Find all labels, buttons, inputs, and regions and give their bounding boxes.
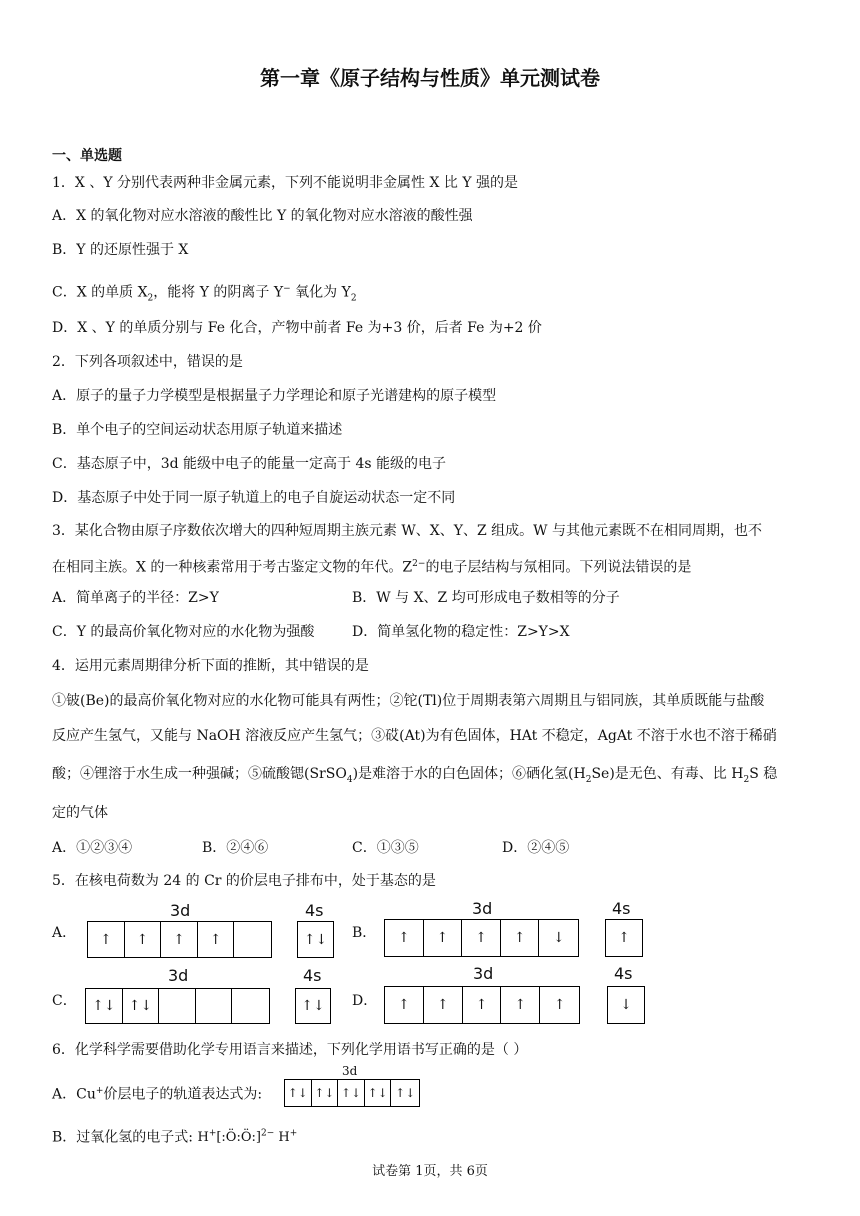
q5-option-c-letter: C． xyxy=(52,993,77,1009)
q2-option-d: D．基态原子中处于同一原子轨道上的电子自旋运动状态一定不同 xyxy=(52,490,456,506)
orbital-box xyxy=(196,989,233,1023)
q4-l3-b-sub: 4 xyxy=(346,774,353,785)
q5-a-4s-label: 4s xyxy=(305,901,324,920)
orbital-box: ↑ xyxy=(618,930,630,946)
page-title: 第一章《原子结构与性质》单元测试卷 xyxy=(260,66,600,90)
q6-b-pre: B．过氧化氢的电子式: xyxy=(52,1129,194,1146)
orbital-box xyxy=(159,989,196,1023)
orbital-box: ↑ xyxy=(424,987,463,1023)
q6-a-3d-orbitals xyxy=(284,1079,420,1107)
q3-stem2-post: 的电子层结构与氖相同。下列说法错误的是 xyxy=(425,559,692,576)
orbital-box: ↑ xyxy=(385,987,424,1023)
q4-l3-d-sub: 2 xyxy=(585,774,592,785)
q4-l3-e-sub: 2 xyxy=(743,774,750,785)
q5-option-a-letter: A． xyxy=(52,925,77,941)
q5-a-3d-label: 3d xyxy=(170,901,191,920)
q4-line4: 定的气体 xyxy=(52,805,108,821)
orbital-box: ↑ xyxy=(501,987,540,1023)
q4-line1: ①铍(Be)的最高价氧化物对应的水化物可能具有两性；②铊(Tl)位于周期表第六周期且与铝同族，其单质既能与盐酸 xyxy=(52,693,765,709)
q5-b-4s-orbital xyxy=(605,919,643,957)
q4-l3-e: 是无色、有毒、比 H xyxy=(614,766,744,782)
q6-a-pre: A．Cu xyxy=(52,1086,96,1103)
q4-line3 xyxy=(52,764,777,790)
q4-l3-b: (SrSO xyxy=(304,766,347,782)
q5-d-4s-orbital xyxy=(607,986,645,1024)
q6-a-3d-label: 3d xyxy=(342,1064,358,1078)
q5-d-3d-label: 3d xyxy=(473,964,494,983)
orbital-box: ↑↓ xyxy=(285,1080,312,1106)
q5-b-4s-label: 4s xyxy=(612,899,631,918)
orbital-box: ↑↓ xyxy=(312,1080,339,1106)
q1-option-b: B．Y 的还原性强于 X xyxy=(52,242,189,258)
q6-b-h-left: H xyxy=(197,1130,209,1146)
q3-stem-line1: 3．某化合物由原子序数依次增大的四种短周期主族元素 W、X、Y、Z 组成。W 与其他元素既不在相同周期，也不 xyxy=(52,523,762,539)
orbital-box: ↑ xyxy=(385,920,424,956)
q1-c-post: 氧化为 Y xyxy=(290,284,351,301)
orbital-box: ↑↓ xyxy=(303,931,328,948)
q4-option-b: B．②④⑥ xyxy=(202,840,269,856)
q6-b-peroxide: [:Ö:Ö:] xyxy=(216,1130,261,1146)
q6-a-sup: + xyxy=(95,1086,104,1096)
q3-stem-line2 xyxy=(52,554,691,578)
q5-a-3d-orbitals xyxy=(87,921,272,958)
q3-option-b: B．W 与 X、Z 均可形成电子数相等的分子 xyxy=(352,590,620,606)
q1-c-pre: C．X 的单质 X xyxy=(52,284,148,301)
orbital-box: ↑ xyxy=(198,922,235,957)
q2-option-c: C．基态原子中，3d 能级中电子的能量一定高于 4s 能级的电子 xyxy=(52,456,447,472)
q4-l3-b-close: ) xyxy=(352,766,359,782)
q1-option-d: D．X 、Y 的单质分别与 Fe 化合，产物中前者 Fe 为+3 价，后者 Fe 为+2 价 xyxy=(52,320,542,336)
q6-b-h-right-sup: + xyxy=(289,1129,298,1139)
orbital-box: ↑↓ xyxy=(395,1086,416,1100)
q5-d-3d-orbitals xyxy=(384,986,580,1024)
q6-b-h-right: H xyxy=(278,1130,290,1146)
q4-line2: 反应产生氢气，又能与 NaOH 溶液反应产生氢气；③砹(At)为有色固体，HAt 不稳定，AgAt 不溶于水也不溶于稀硝 xyxy=(52,728,777,744)
q3-option-d: D．简单氢化物的稳定性：Z>Y>X xyxy=(352,624,570,640)
orbital-box: ↑↓ xyxy=(338,1080,365,1106)
q5-c-4s-label: 4s xyxy=(303,966,322,985)
orbital-box: ↑↓ xyxy=(123,989,160,1023)
q5-b-3d-label: 3d xyxy=(472,899,493,918)
q6-option-b xyxy=(52,1124,297,1148)
orbital-box: ↑ xyxy=(463,987,502,1023)
q4-option-c: C．①③⑤ xyxy=(352,840,419,856)
page-footer: 试卷第 1页，共 6页 xyxy=(372,1164,488,1179)
orbital-box: ↓ xyxy=(552,930,565,946)
q5-b-3d-orbitals xyxy=(384,919,579,957)
q6-option-a xyxy=(52,1081,262,1105)
q4-option-d: D．②④⑤ xyxy=(502,840,570,856)
orbital-box: ↓ xyxy=(620,997,632,1013)
q5-option-d-letter: D． xyxy=(352,993,378,1009)
q5-a-4s-orbital xyxy=(297,921,334,958)
orbital-box: ↑ xyxy=(462,920,501,956)
orbital-box xyxy=(234,922,271,957)
q3-option-a: A．简单离子的半径：Z>Y xyxy=(52,590,219,606)
q2-option-b: B．单个电子的空间运动状态用原子轨道来描述 xyxy=(52,422,343,438)
q4-l3-d: (H xyxy=(568,766,586,782)
q3-option-c: C．Y 的最高价氧化物对应的水化物为强酸 xyxy=(52,624,315,640)
q1-option-a: A．X 的氧化物对应水溶液的酸性比 Y 的氧化物对应水溶液的酸性强 xyxy=(52,208,473,224)
q1-c-sub2: 2 xyxy=(350,293,357,304)
q6-stem: 6．化学科学需要借助化学专用语言来描述，下列化学用语书写正确的是（ ） xyxy=(52,1042,528,1058)
q4-l3-a: 酸；④锂溶于水生成一种强碱；⑤硫酸锶 xyxy=(52,766,304,782)
q1-c-mid: ，能将 Y 的阴离子 Y xyxy=(153,284,284,301)
q2-option-a: A．原子的量子力学模型是根据量子力学理论和原子光谱建构的原子模型 xyxy=(52,388,497,404)
orbital-box: ↑ xyxy=(424,920,463,956)
q4-stem: 4．运用元素周期律分析下面的推断，其中错误的是 xyxy=(52,658,369,674)
q6-b-formula xyxy=(197,1130,297,1145)
section-heading: 一、单选题 xyxy=(52,148,122,164)
q2-stem: 2．下列各项叙述中，错误的是 xyxy=(52,354,243,370)
orbital-box: ↑ xyxy=(161,922,198,957)
q4-l3-e-post: S 稳 xyxy=(749,766,778,782)
q5-stem: 5．在核电荷数为 24 的 Cr 的价层电子排布中，处于基态的是 xyxy=(52,873,436,889)
q6-a-post: 价层电子的轨道表达式为: xyxy=(103,1086,263,1103)
q5-c-3d-orbitals xyxy=(85,988,270,1024)
q1-c-sub1: 2 xyxy=(147,293,154,304)
orbital-box xyxy=(232,989,269,1023)
orbital-box: ↑↓ xyxy=(301,998,325,1014)
q4-option-a: A．①②③④ xyxy=(52,840,133,856)
q4-l3-d-post: Se) xyxy=(591,766,615,782)
q4-l3-c: 是难溶于水的白色固体；⑥硒化氢 xyxy=(358,766,569,782)
orbital-box: ↑ xyxy=(501,920,540,956)
orbital-box: ↑ xyxy=(553,997,566,1013)
q1-option-c xyxy=(52,279,357,308)
orbital-box: ↑↓ xyxy=(86,989,123,1023)
q1-c-sup: − xyxy=(283,284,291,294)
q3-stem2-sup: 2− xyxy=(412,559,426,569)
q5-d-4s-label: 4s xyxy=(614,964,633,983)
orbital-box: ↑↓ xyxy=(365,1080,392,1106)
q6-b-h-left-sup: + xyxy=(208,1129,217,1139)
q3-stem2-pre: 在相同主族。X 的一种核素常用于考古鉴定文物的年代。Z xyxy=(52,559,413,576)
q5-c-4s-orbital xyxy=(295,988,331,1024)
q5-c-3d-label: 3d xyxy=(168,966,189,985)
orbital-box: ↑ xyxy=(125,922,162,957)
orbital-box: ↑ xyxy=(88,922,125,957)
q5-option-b-letter: B． xyxy=(352,925,377,941)
q6-b-peroxide-sup: 2− xyxy=(260,1129,275,1139)
q1-stem: 1．X 、Y 分别代表两种非金属元素，下列不能说明非金属性 X 比 Y 强的是 xyxy=(52,175,519,191)
